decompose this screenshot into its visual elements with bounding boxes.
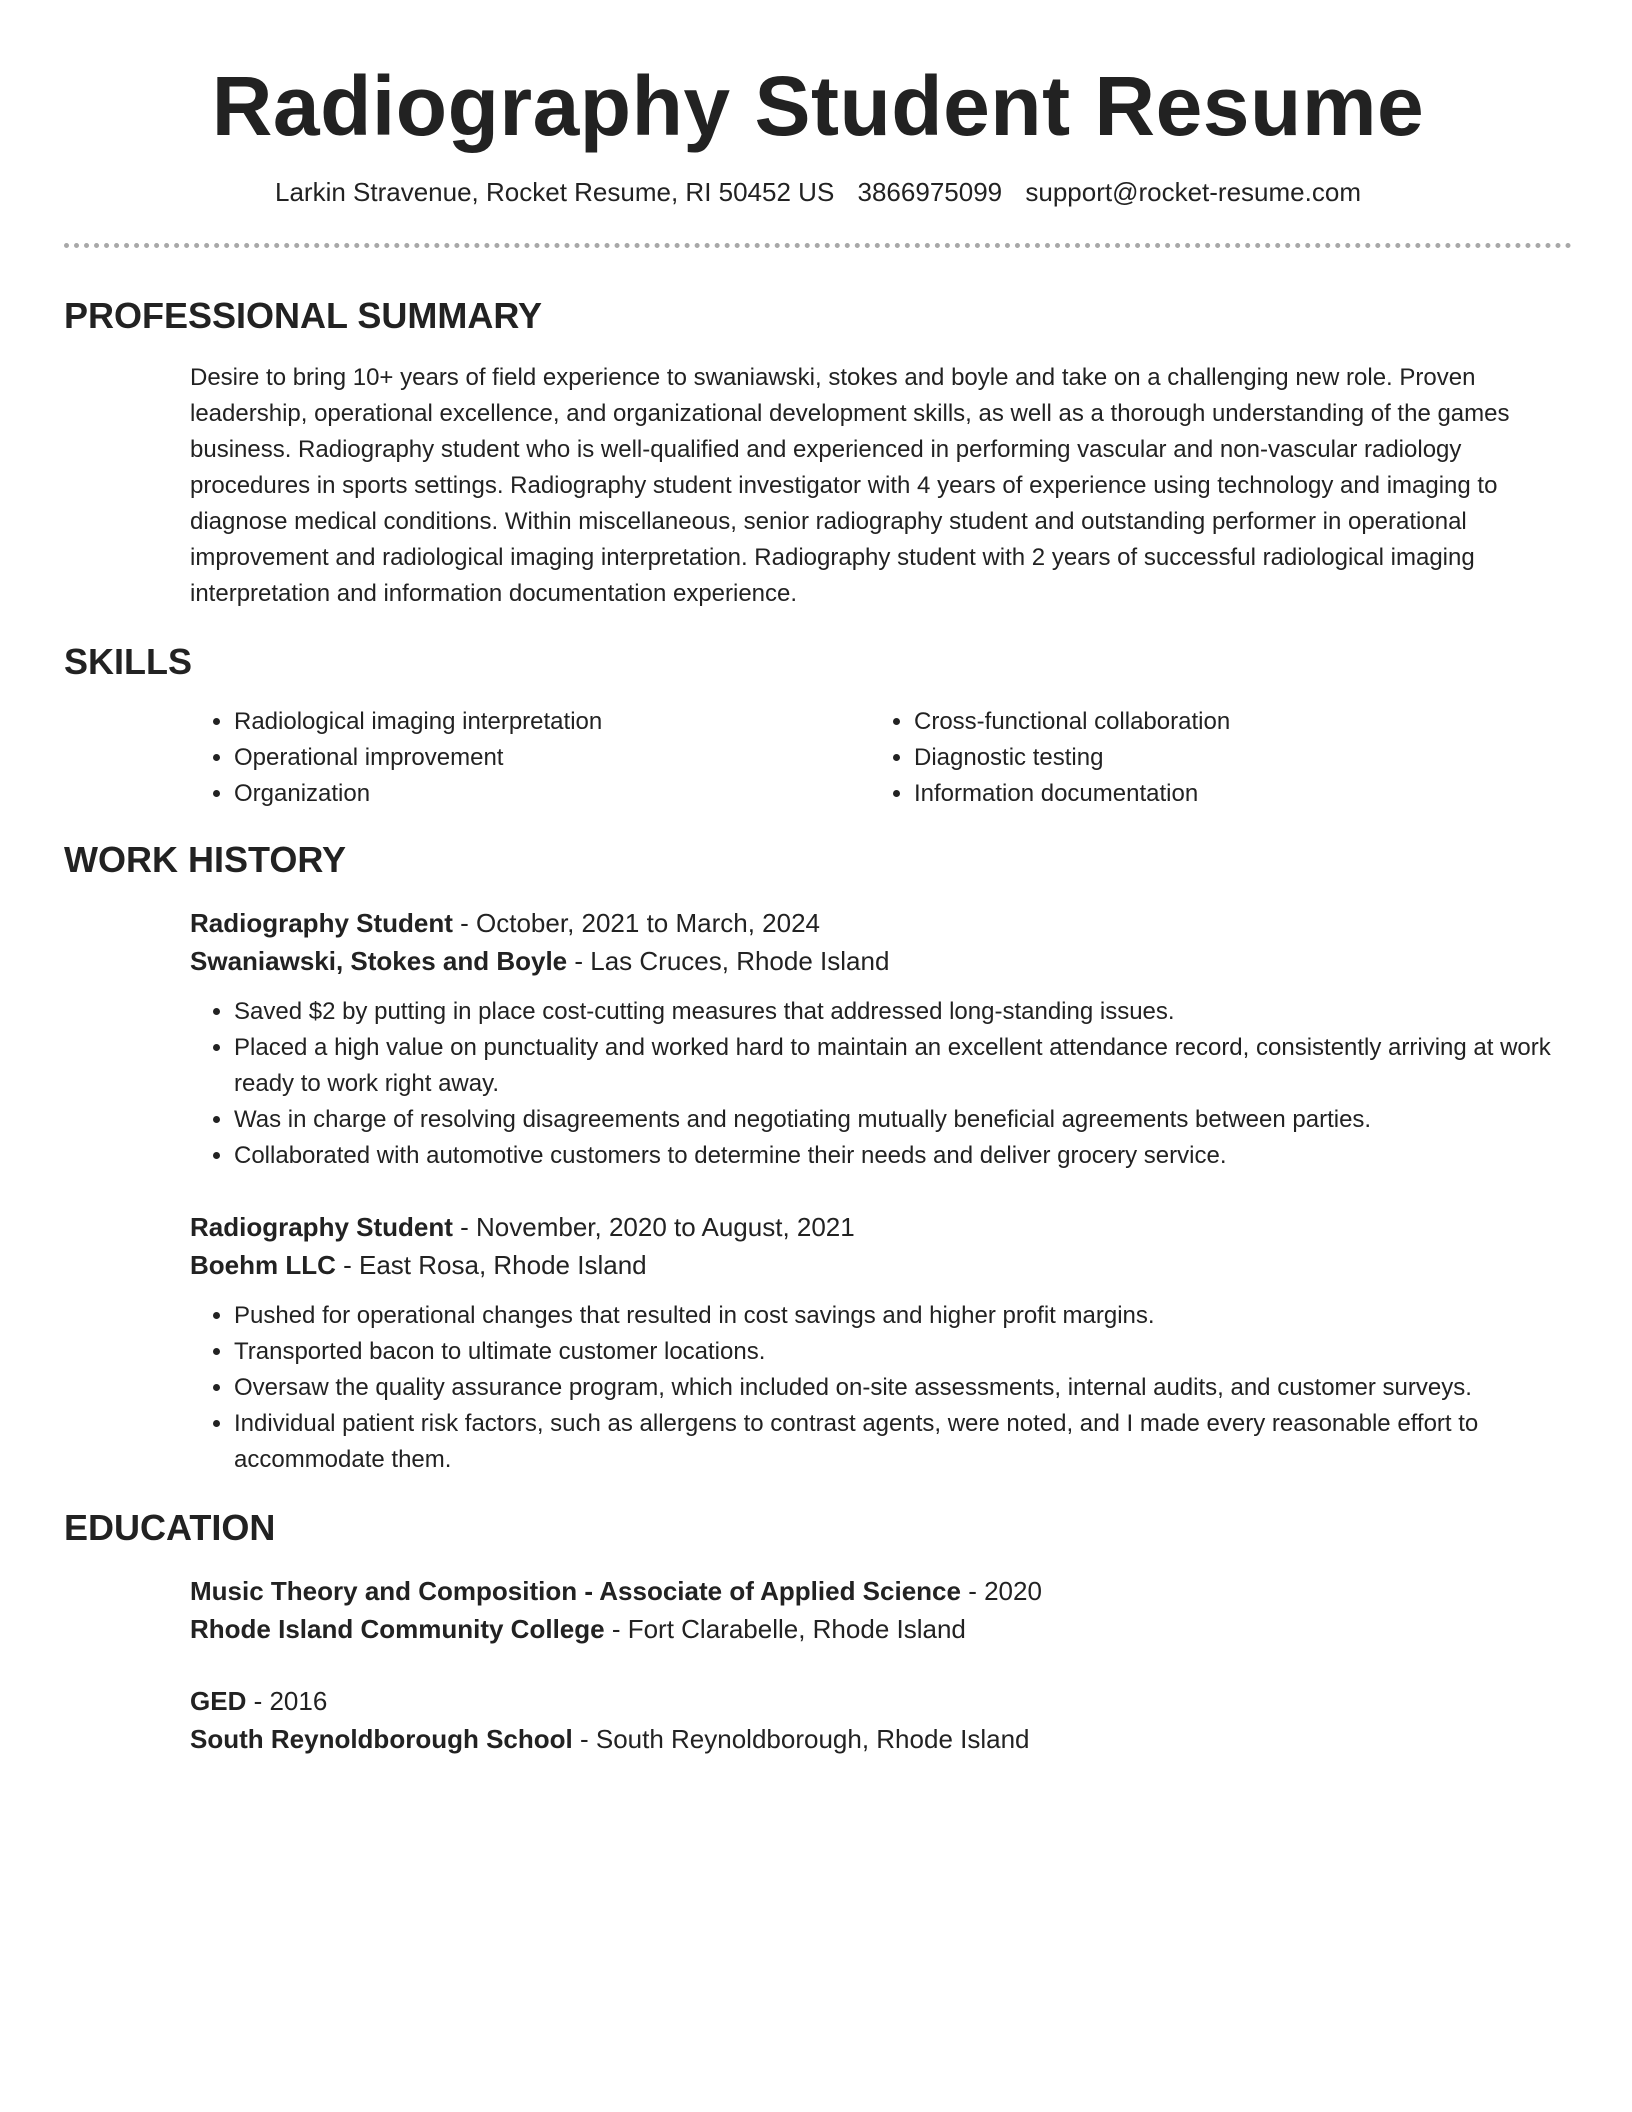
job-title: Radiography Student [190,908,453,938]
education-school: Rhode Island Community College [190,1614,605,1644]
job-company-line [190,1246,1572,1284]
education-year: - 2020 [960,1576,1042,1606]
job-bullet: • Collaborated with automotive customers to determine their needs and deliver grocery service. [234,1138,1572,1174]
job-title: Radiography Student [190,1212,453,1242]
section-heading-skills: SKILLS [64,641,193,682]
job-bullet: • Transported bacon to ultimate customer locations. [234,1334,1572,1370]
education-location: - Fort Clarabelle, Rhode Island [604,1614,966,1644]
skill-item: • Information documentation [914,776,1550,812]
header-divider [64,243,1572,248]
job-bullet: • Saved $2 by putting in place cost-cutting measures that addressed long-standing issues. [234,994,1572,1030]
education-school-line [190,1720,1572,1758]
job-bullet: • Pushed for operational changes that resulted in cost savings and higher profit margins. [234,1298,1572,1334]
phone-text: 3866975099 [857,177,1003,207]
job-company: Boehm LLC [190,1250,336,1280]
job-title-line [190,1208,1572,1246]
job-company-line [190,942,1572,980]
summary-paragraph: Desire to bring 10+ years of field experience to swaniawski, stokes and boyle and take on a challenging new role. Proven leadership, operational excellence, and organizational development skills, as well as a thorough understanding of the games business. Radiography student who is well-qualified and experienced in performing vascular and non-vascular radiology procedures in sports settings. Radiography student investigator with 4 years of experience using technology and imaging to diagnose medical conditions. Within miscellaneous, senior radiography student and outstanding performer in operational improvement and radiological imaging interpretation. Radiography student with 2 years of successful radiological imaging interpretation and information documentation experience. [190,364,1510,607]
job-dates: - November, 2020 to August, 2021 [452,1212,855,1242]
job-entry [190,904,1572,1174]
section-heading-education: EDUCATION [64,1507,276,1548]
education-year: - 2016 [246,1686,328,1716]
job-location: - Las Cruces, Rhode Island [567,946,890,976]
job-location: - East Rosa, Rhode Island [335,1250,647,1280]
skills-column-left [190,704,870,812]
skills-list [190,704,1572,812]
education-degree: GED [190,1686,247,1716]
resume-page [64,0,1572,1758]
job-title-line [190,904,1572,942]
contact-info [64,174,1572,210]
skill-item: • Operational improvement [234,740,870,776]
job-bullet: • Oversaw the quality assurance program, which included on-site assessments, internal audits, and customer surveys. [234,1370,1572,1406]
education-school-line [190,1610,1572,1648]
section-heading-summary: PROFESSIONAL SUMMARY [64,295,543,336]
job-entry [190,1208,1572,1478]
skill-item: • Cross-functional collaboration [914,704,1550,740]
skill-item: • Organization [234,776,870,812]
job-bullet: • Individual patient risk factors, such as allergens to contrast agents, were noted, and I made every reasonable effort to accommodate them. [234,1406,1572,1478]
job-bullet: • Was in charge of resolving disagreements and negotiating mutually beneficial agreements between parties. [234,1102,1572,1138]
job-dates: - October, 2021 to March, 2024 [452,908,821,938]
education-entry [190,1682,1572,1758]
job-bullets [190,994,1572,1174]
education-entry [190,1572,1572,1648]
job-bullet: • Placed a high value on punctuality and worked hard to maintain an excellent attendance record, consistently arriving at work ready to work right away. [234,1030,1572,1102]
education-degree-line [190,1682,1572,1720]
job-company: Swaniawski, Stokes and Boyle [190,946,568,976]
skills-column-right [870,704,1550,812]
address-text: Larkin Stravenue, Rocket Resume, RI 50452 US [275,177,835,207]
job-bullets [190,1298,1572,1478]
section-heading-work-history: WORK HISTORY [64,839,347,880]
education-school: South Reynoldborough School [190,1724,573,1754]
resume-title: Radiography Student Resume [211,59,1425,153]
education-location: - South Reynoldborough, Rhode Island [572,1724,1030,1754]
skill-item: • Radiological imaging interpretation [234,704,870,740]
skill-item: • Diagnostic testing [914,740,1550,776]
email-text: support@rocket-resume.com [1025,177,1361,207]
education-degree-line [190,1572,1572,1610]
education-degree: Music Theory and Composition - Associate of Applied Science [190,1576,961,1606]
